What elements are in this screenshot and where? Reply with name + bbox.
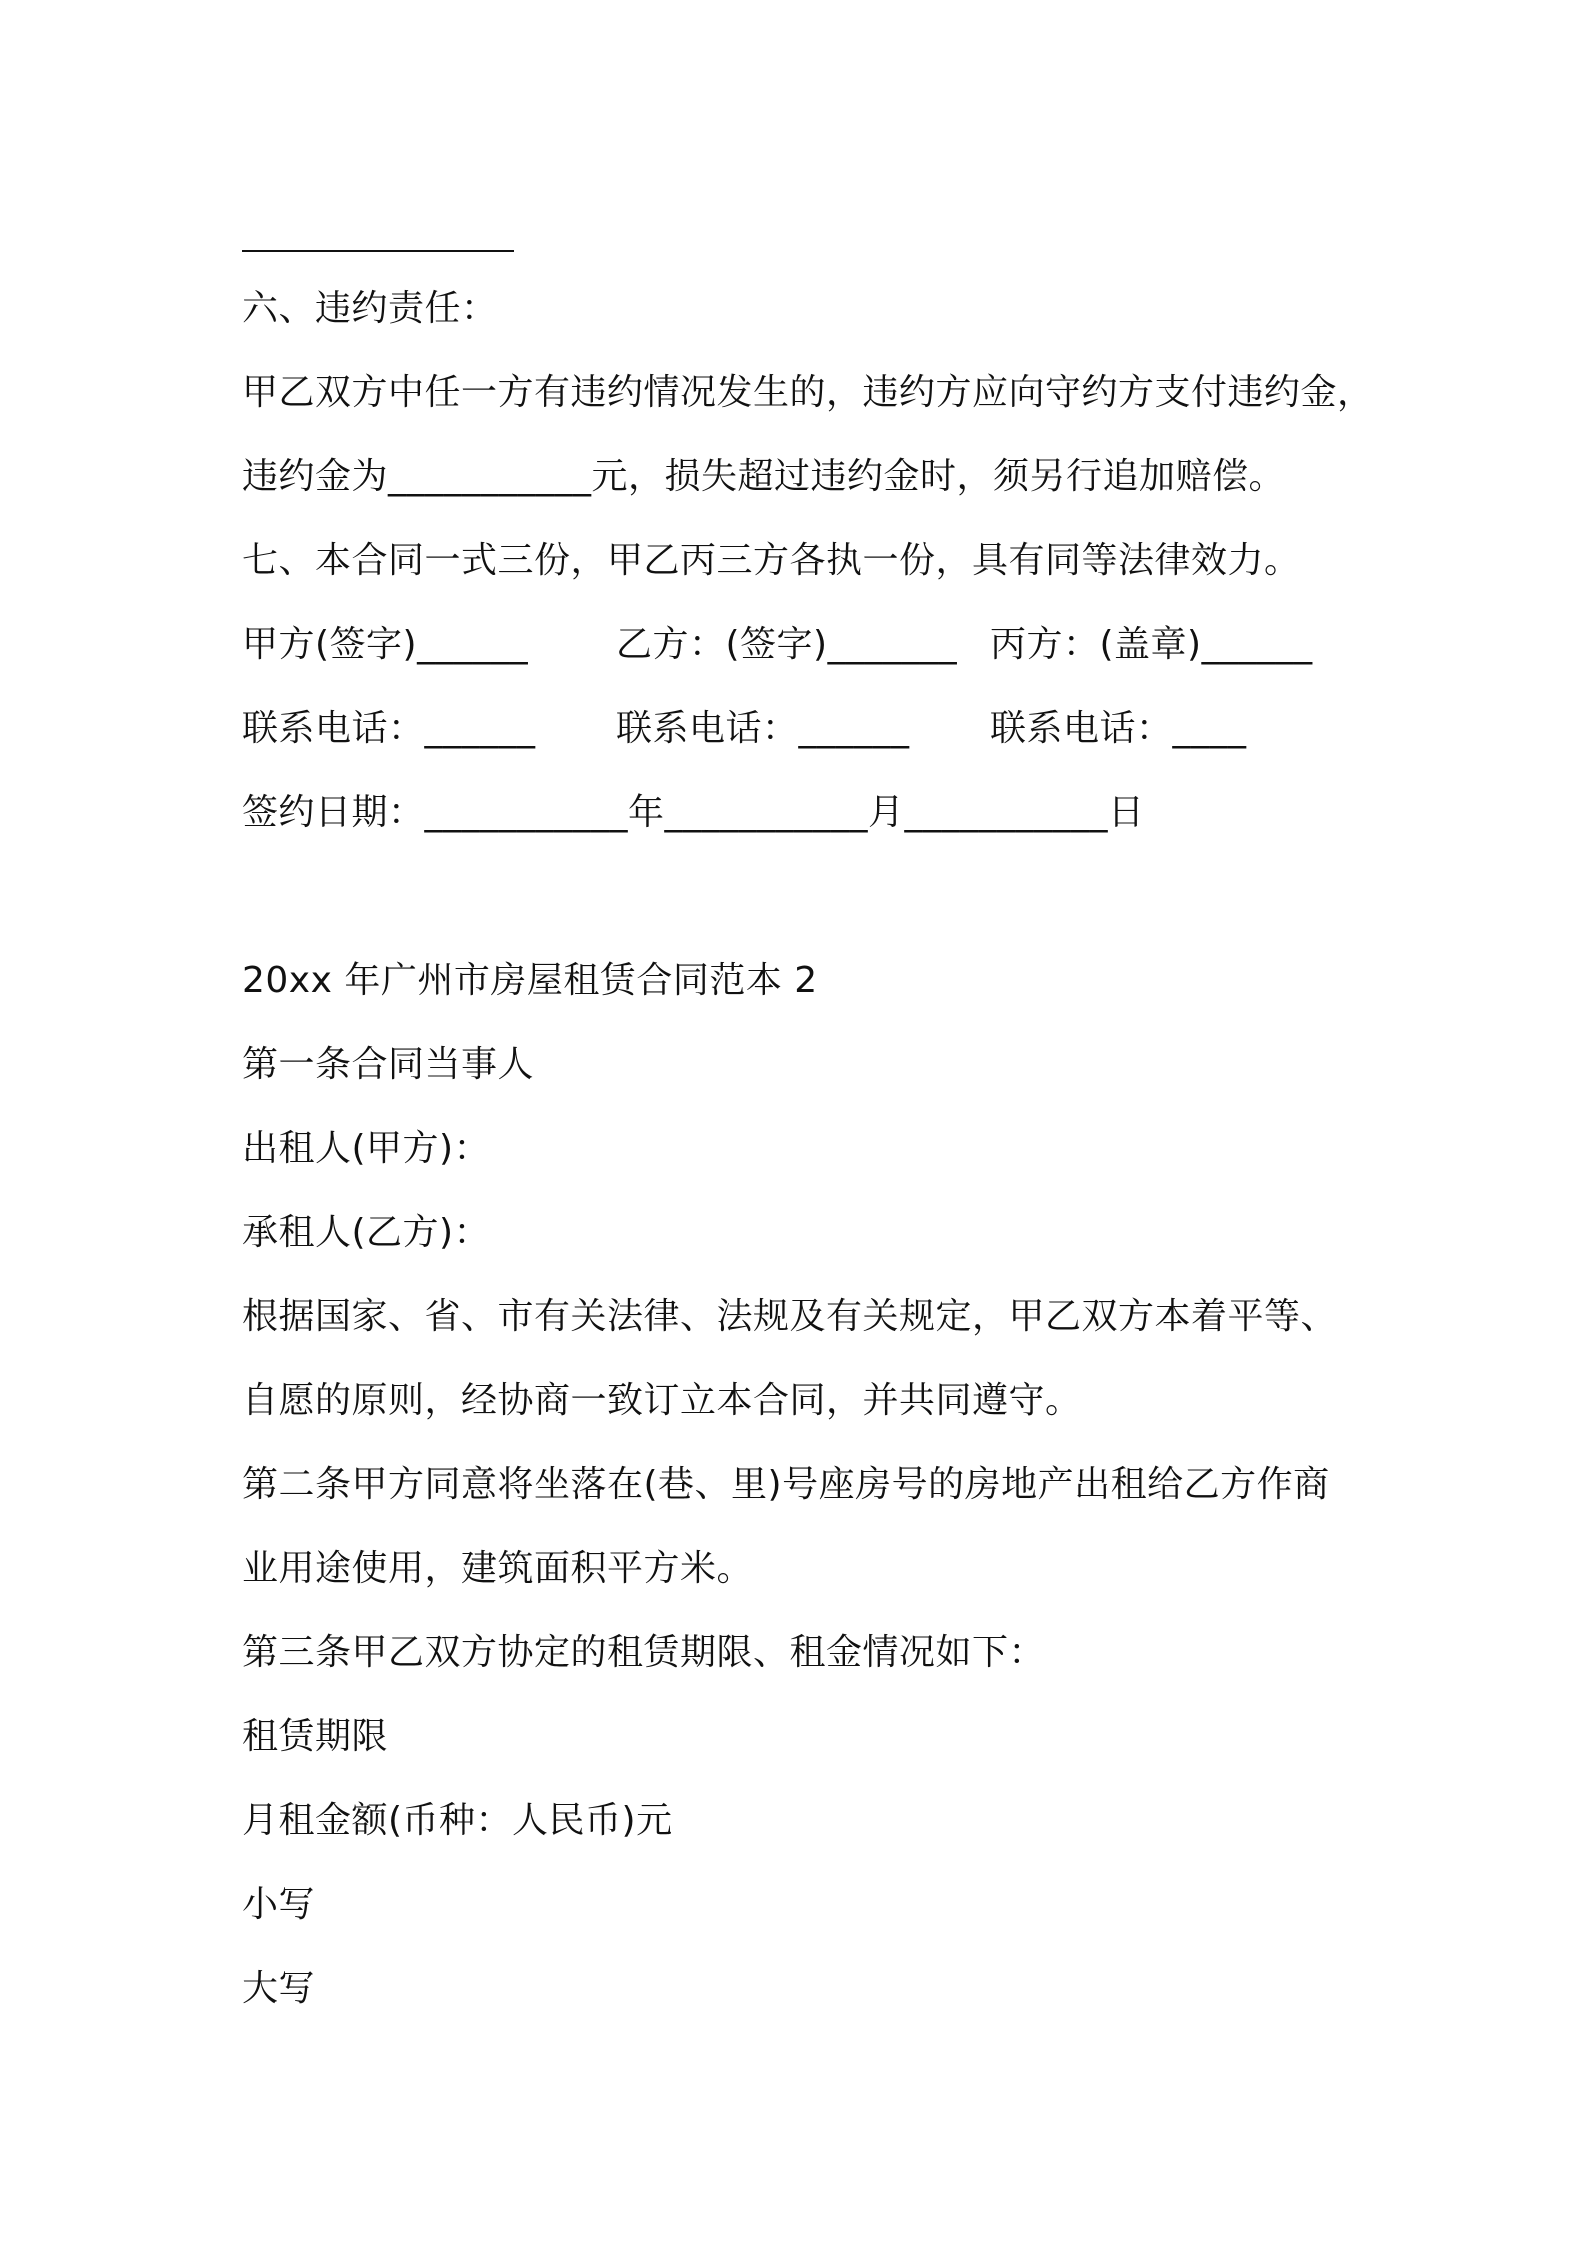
party-b-signature: 乙方：(签字)_______: [616, 624, 958, 665]
section-six-heading: 六、违约责任：: [242, 288, 498, 329]
amount-uppercase-label: 大写: [242, 1968, 316, 2009]
party-b-phone: 联系电话：______: [616, 708, 910, 749]
lessee-line: 承租人(乙方)：: [242, 1212, 491, 1253]
monthly-rent-label: 月租金额(币种：人民币)元: [242, 1800, 673, 1841]
article-2-line-1: 第二条甲方同意将坐落在(巷、里)号座房号的房地产出租给乙方作商: [242, 1464, 1330, 1505]
party-a-signature: 甲方(签字)______: [242, 624, 529, 665]
contract-2-title: 20xx 年广州市房屋租赁合同范本 2: [242, 960, 818, 1001]
party-c-phone: 联系电话：____: [990, 708, 1247, 749]
party-c-seal: 丙方：(盖章)______: [990, 624, 1313, 665]
section-seven-text: 七、本合同一式三份，甲乙丙三方各执一份，具有同等法律效力。: [242, 540, 1301, 581]
amount-lowercase-label: 小写: [242, 1884, 316, 1925]
breach-paragraph-line-2: 违约金为___________元，损失超过违约金时，须另行追加赔偿。: [242, 456, 1286, 497]
article-1-heading: 第一条合同当事人: [242, 1044, 535, 1085]
breach-paragraph-line-1: 甲乙双方中任一方有违约情况发生的，违约方应向守约方支付违约金，: [242, 372, 1374, 413]
article-2-line-2: 业用途使用，建筑面积平方米。: [242, 1548, 754, 1589]
sign-date: 签约日期：___________年___________月___________日: [242, 792, 1145, 833]
top-fill-line: [242, 250, 514, 252]
basis-line-2: 自愿的原则，经协商一致订立本合同，并共同遵守。: [242, 1380, 1082, 1421]
article-3-heading: 第三条甲乙双方协定的租赁期限、租金情况如下：: [242, 1632, 1046, 1673]
party-a-phone: 联系电话：______: [242, 708, 536, 749]
basis-line-1: 根据国家、省、市有关法律、法规及有关规定，甲乙双方本着平等、: [242, 1296, 1338, 1337]
lease-term-label: 租赁期限: [242, 1716, 389, 1757]
lessor-line: 出租人(甲方)：: [242, 1128, 491, 1169]
